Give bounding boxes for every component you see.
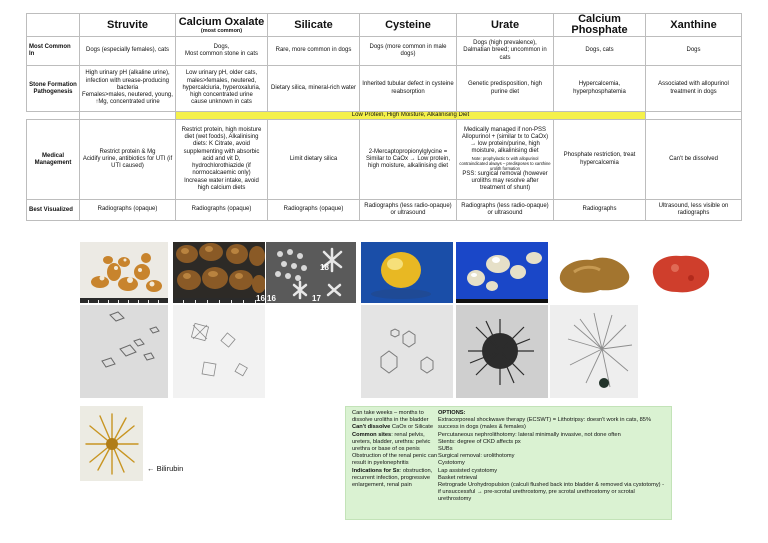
col-silicate: Silicate bbox=[268, 14, 360, 37]
col-cysteine: Cysteine bbox=[360, 14, 457, 37]
row-management bbox=[27, 120, 742, 200]
notes-option: Percutaneous nephrolithotomy: lateral minimally invasive, not done often bbox=[438, 431, 621, 438]
notes-common-sites: Common sites: renal pelvis, ureters, bladder, urethra: pelvic urethra or base of os penis bbox=[352, 431, 431, 453]
bilirubin-text: Bilirubin bbox=[156, 464, 184, 473]
col-calcium-phosphate: Calcium Phosphate bbox=[554, 14, 646, 37]
cell-path-cysteine: Inherited tubular defect in cysteine reabsorption bbox=[360, 66, 457, 112]
cysteine-stones-photo bbox=[361, 242, 453, 303]
cell-mgmt-caphos: Phosphate restriction, treat hypercalcemia bbox=[554, 120, 646, 200]
cell-path-caox: Low urinary pH, older cats, males>females, neutered, hypercalciuria, hyperoxaluria, high concentrated urine cause unknown in cats bbox=[176, 66, 268, 112]
xanthine-stone-photo bbox=[647, 248, 715, 298]
cell-mgmt-xanthine: Can't be dissolved bbox=[646, 120, 742, 200]
surgical-notes-panel bbox=[345, 406, 672, 520]
corner-cell bbox=[27, 14, 80, 37]
cell-common-caox: Dogs, Most common stone in cats bbox=[176, 37, 268, 66]
calcium-oxalate-stones-photo bbox=[173, 242, 265, 303]
notes-indications: Indications for Sx: obstruction, recurrent infection, progressive enlargement, renal pain bbox=[352, 467, 433, 489]
header-row bbox=[27, 14, 742, 37]
notes-option: Cystotomy bbox=[438, 460, 465, 467]
cell-vis-caphos: Radiographs bbox=[554, 200, 646, 221]
cell-common-struvite: Dogs (especially females), cats bbox=[80, 37, 176, 66]
row-diet-banner bbox=[27, 112, 742, 120]
cell-path-xanthine: Associated with allopurinol treatment in dogs bbox=[646, 66, 742, 112]
notes-option: Retrograde Urohydropulsion (calculi flushed back into bladder & removed via cystotomy) - if unsuccessful → pre-scrotal urethrostomy, pre scrotal urethrostomy or scrotal urethrostomy bbox=[438, 482, 665, 503]
diet-banner: Low Protein, High Moisture, Alkalinising Diet bbox=[176, 112, 646, 120]
notes-right-column bbox=[438, 410, 668, 504]
row-pathogenesis bbox=[27, 66, 742, 112]
col-struvite: Struvite bbox=[80, 14, 176, 37]
row-label-pathogenesis: Stone Formation Pathogenesis bbox=[27, 66, 80, 112]
col-calcium-oxalate: Calcium Oxalate (most common) bbox=[176, 14, 268, 37]
cell-path-caphos: Hypercalcemia, hyperphosphatemia bbox=[554, 66, 646, 112]
bilirubin-crystal-micrograph bbox=[80, 406, 143, 481]
urate-mgmt-pss: PSS: surgical removal (however uroliths may resolve after treatment of shunt) bbox=[462, 170, 548, 191]
notes-left-column bbox=[352, 410, 438, 489]
notes-option: Lap assisted cystotomy bbox=[438, 467, 498, 474]
cell-vis-cysteine: Radiographs (less radio-opaque) or ultrasound bbox=[360, 200, 457, 221]
silicate-photo-number-1: 18 bbox=[320, 263, 329, 272]
silicate-photo-number-3: 17 bbox=[312, 294, 321, 303]
silicate-stones-photo bbox=[266, 242, 356, 303]
silicate-photo-number-2: 16 bbox=[267, 294, 276, 303]
cell-path-urate: Genetic predisposition, high purine diet bbox=[457, 66, 554, 112]
cell-mgmt-struvite: Restrict protein & Mg Acidify urine, antibiotics for UTI (if UTI caused) bbox=[80, 120, 176, 200]
cell-common-urate: Dogs (high prevalence), Dalmatian breed; uncommon in cats bbox=[457, 37, 554, 66]
left-arrow-icon: ← bbox=[147, 464, 155, 473]
notes-options-heading: OPTIONS: bbox=[438, 410, 466, 416]
cell-path-silicate: Dietary silica, mineral-rich water bbox=[268, 66, 360, 112]
row-label-best-visualized: Best Visualized bbox=[27, 200, 80, 221]
calcium-phosphate-stone-photo bbox=[548, 248, 644, 303]
col-xanthine: Xanthine bbox=[646, 14, 742, 37]
notes-obstruction: Obstruction of the renal penic can result in pyelonephritis bbox=[352, 453, 438, 467]
urate-mgmt-note: Note: prophylactic tx with allopurinol contraindicated always – predisposes to xanthine urolith formation bbox=[459, 155, 551, 171]
row-label-most-common: Most Common In bbox=[27, 37, 80, 66]
silicate-photo-number-0: 16 bbox=[256, 294, 265, 303]
notes-option: Surgical removal: urolithotomy bbox=[438, 453, 515, 460]
urate-crystals-micrograph bbox=[456, 305, 548, 398]
urate-stones-photo bbox=[456, 242, 548, 303]
calcium-oxalate-crystals-micrograph bbox=[173, 305, 265, 398]
cell-mgmt-caox: Restrict protein, high moisture diet (wet foods), Alkalinising diets: K Citrate, avoid supplementing with absorbic acid and vit D, hydrochlorothiazide (if normocalcaemic only) Increase water intake, avoid high calcium diets bbox=[176, 120, 268, 200]
col-urate: Urate bbox=[457, 14, 554, 37]
struvite-crystals-micrograph bbox=[80, 305, 168, 398]
notes-option: Basket retrieval bbox=[438, 474, 478, 481]
bilirubin-label bbox=[147, 464, 183, 473]
col-calcium-oxalate-sub: (most common) bbox=[200, 27, 243, 34]
cell-vis-silicate: Radiographs (opaque) bbox=[268, 200, 360, 221]
urolith-comparison-table bbox=[26, 13, 742, 221]
cell-common-cysteine: Dogs (more common in male dogs) bbox=[360, 37, 457, 66]
urate-mgmt-main: Medically managed if non-PSS Allopurinol + (similar tx to CaOx) → low protein/purine, high moisture, alkalinising diet bbox=[461, 126, 549, 155]
cell-common-silicate: Rare, more common in dogs bbox=[268, 37, 360, 66]
struvite-stones-photo bbox=[80, 242, 168, 303]
calcium-phosphate-crystals-micrograph bbox=[550, 305, 638, 398]
row-best-visualized bbox=[27, 200, 742, 221]
notes-cant-dissolve: Can't dissolve CaOx or Silicate bbox=[352, 424, 434, 431]
cell-common-xanthine: Dogs bbox=[646, 37, 742, 66]
cell-path-struvite: High urinary pH (alkaline urine), infection with urease-producing bacteria Females>males, neutered, young, ↑Mg, concentrated urine bbox=[80, 66, 176, 112]
row-label-management: Medical Management bbox=[27, 120, 80, 200]
row-most-common bbox=[27, 37, 742, 66]
cell-mgmt-urate bbox=[457, 120, 554, 200]
cysteine-crystals-micrograph bbox=[361, 305, 453, 398]
cell-mgmt-silicate: Limit dietary silica bbox=[268, 120, 360, 200]
notes-option: SUBs bbox=[438, 446, 453, 453]
cell-vis-urate: Radiographs (less radio-opaque) or ultrasound bbox=[457, 200, 554, 221]
notes-option: Stents: degree of CKD affects px bbox=[438, 438, 521, 445]
cell-vis-caox: Radiographs (opaque) bbox=[176, 200, 268, 221]
notes-dissolve-time: Can take weeks – months to dissolve uroliths in the bladder bbox=[352, 410, 429, 424]
cell-vis-xanthine: Ultrasound, less visible on radiographs bbox=[646, 200, 742, 221]
cell-mgmt-cysteine: 2-Mercaptopropionylglycine = Similar to CaOx → Low protein, high moisture, alkalinising diet bbox=[360, 120, 457, 200]
cell-common-caphos: Dogs, cats bbox=[554, 37, 646, 66]
cell-vis-struvite: Radiographs (opaque) bbox=[80, 200, 176, 221]
notes-option: Extracorporeal shockwave therapy (ECSWT) = Lithotripsy: doesn't work in cats, 85% success in dogs (males & females) bbox=[438, 417, 652, 431]
